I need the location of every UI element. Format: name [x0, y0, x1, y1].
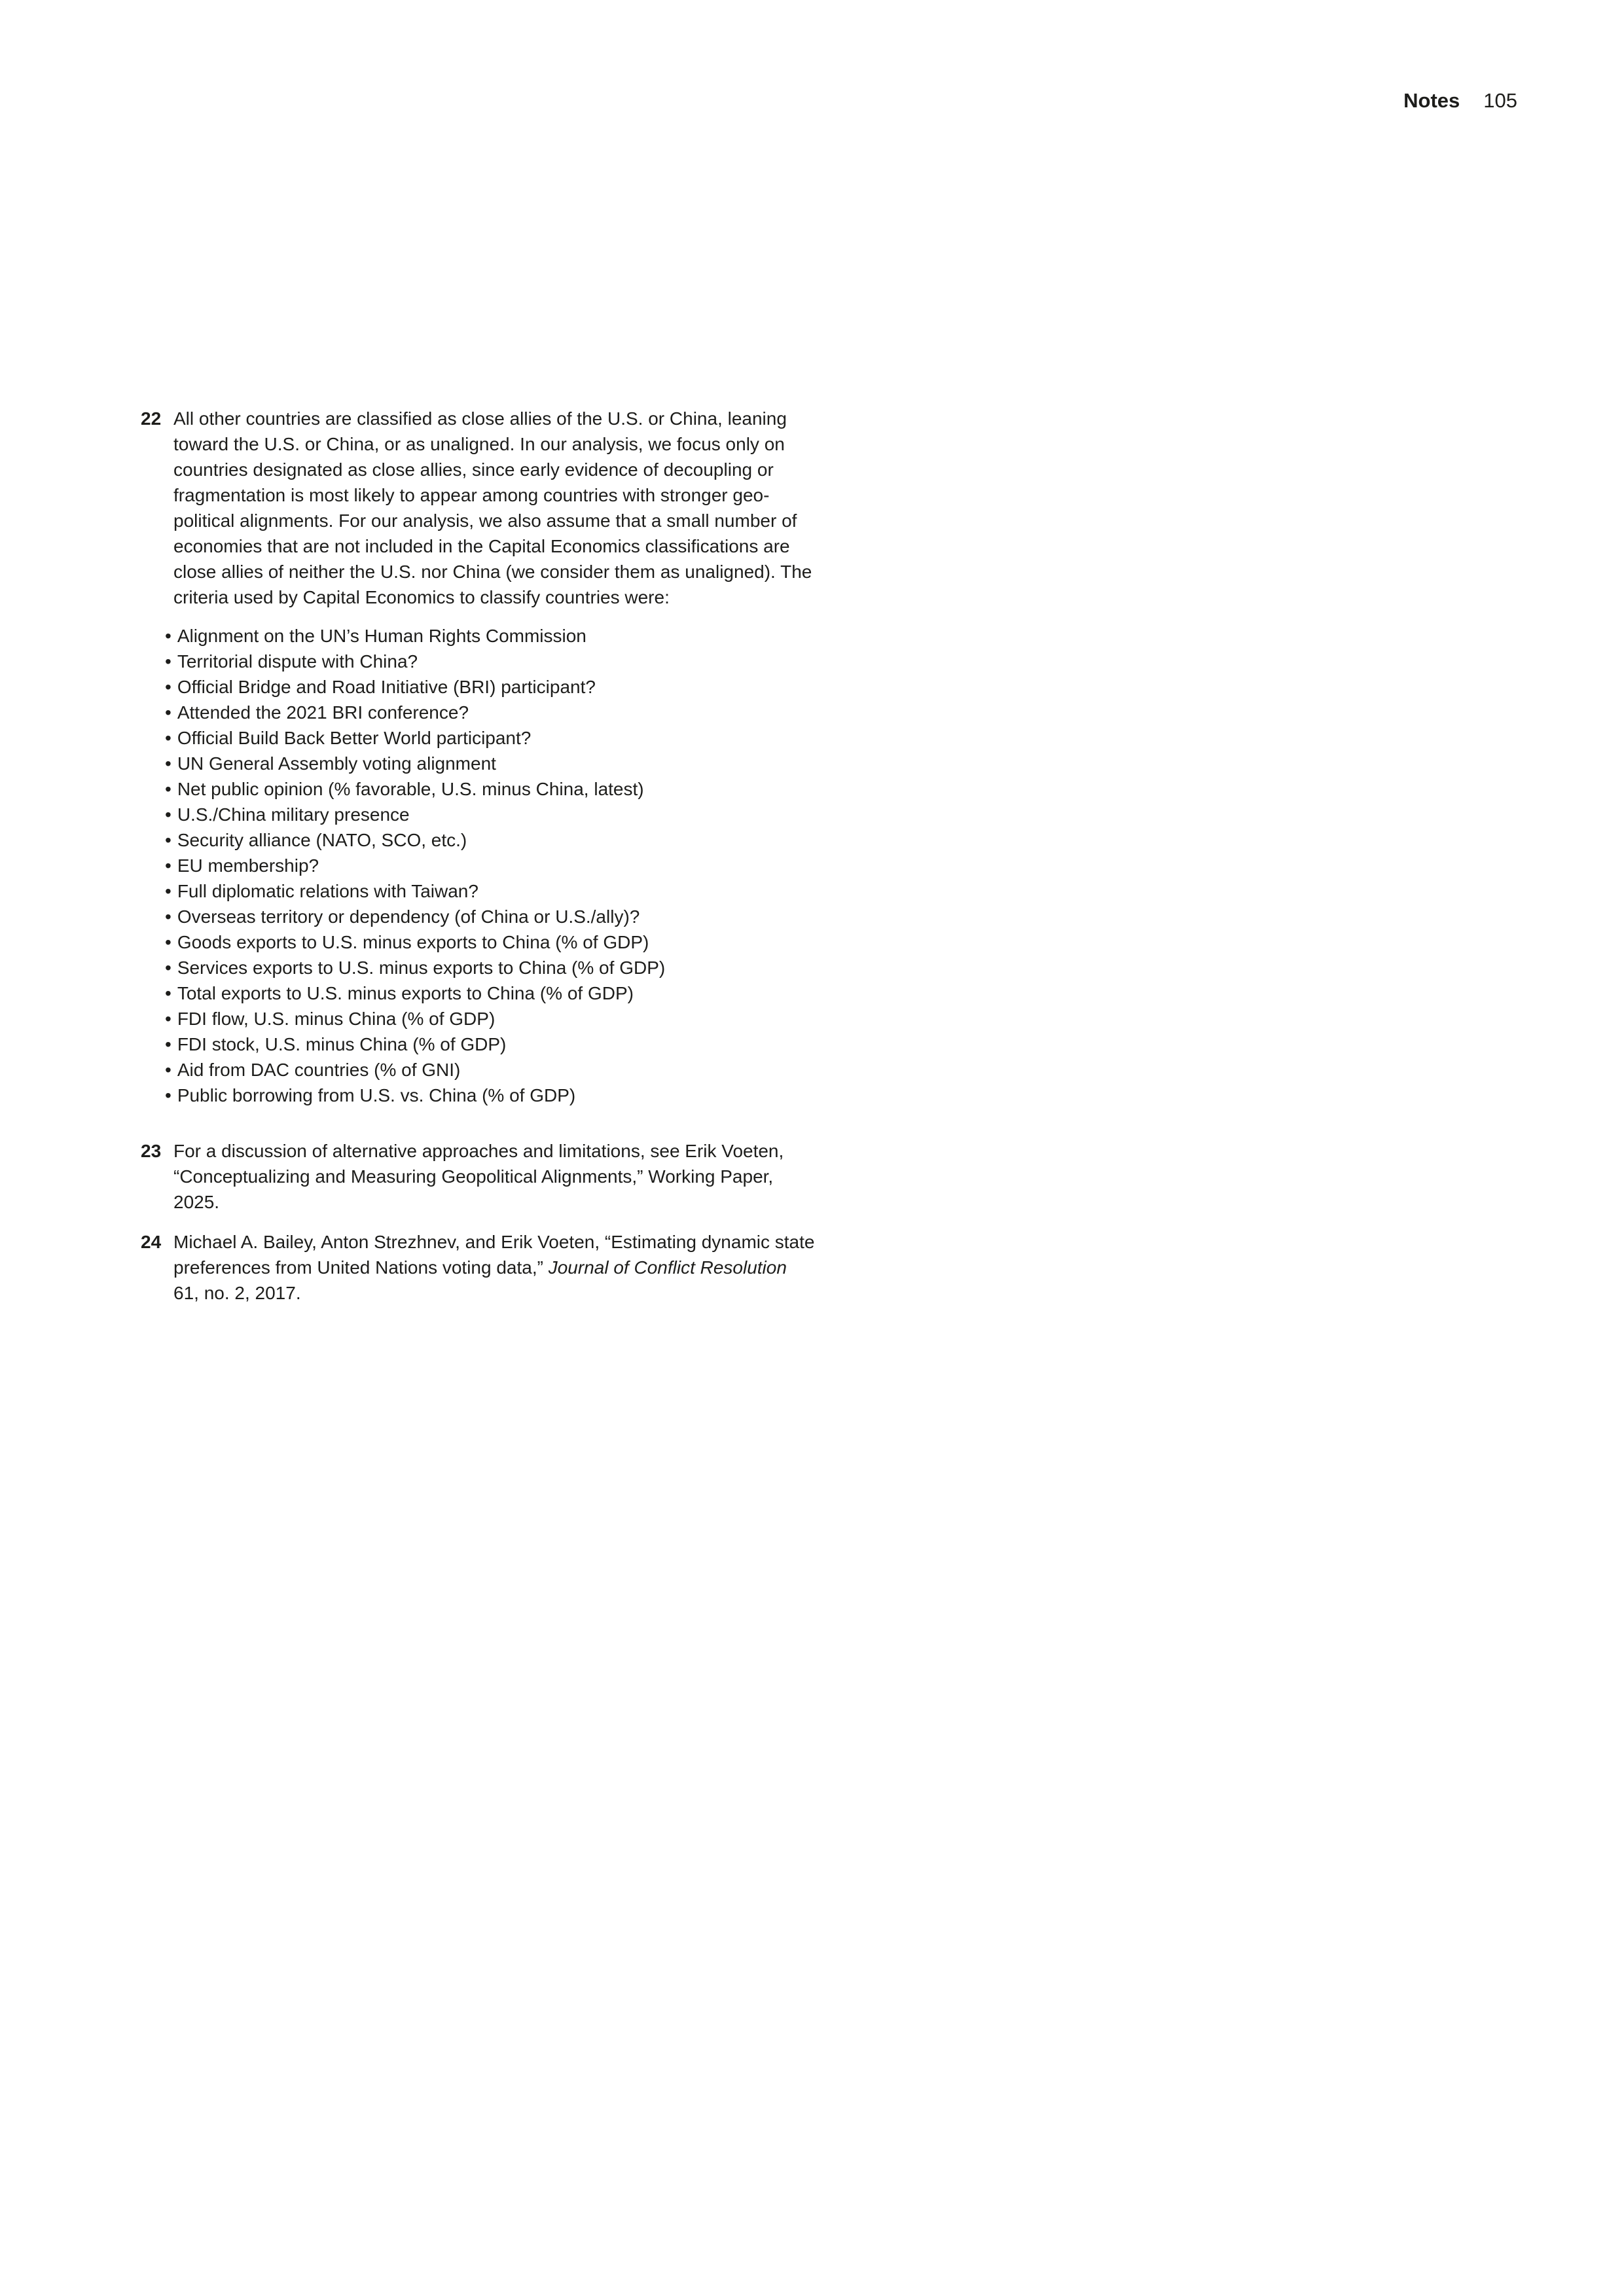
- section-label: Notes: [1403, 89, 1460, 112]
- criteria-item-text: Goods exports to U.S. minus exports to China (% of GDP): [177, 932, 649, 952]
- note-23-body: [173, 1138, 1057, 1215]
- bullet-icon: •: [165, 983, 171, 1003]
- bullet-icon: •: [165, 830, 171, 850]
- criteria-item-text: Public borrowing from U.S. vs. China (% of GDP): [177, 1085, 576, 1105]
- criteria-item: [165, 751, 1057, 776]
- note-23-line: For a discussion of alternative approaches and limitations, see Erik Voeten,: [173, 1141, 784, 1161]
- note-24-line: 61, no. 2, 2017.: [173, 1283, 301, 1303]
- criteria-item-text: Aid from DAC countries (% of GNI): [177, 1060, 461, 1080]
- note-22-number: 22: [141, 408, 162, 429]
- criteria-item-text: Official Bridge and Road Initiative (BRI) participant?: [177, 677, 596, 697]
- note-22-body: [165, 406, 1057, 1108]
- criteria-item: [165, 802, 1057, 827]
- criteria-item-text: Total exports to U.S. minus exports to China (% of GDP): [177, 983, 634, 1003]
- criteria-item-text: FDI flow, U.S. minus China (% of GDP): [177, 1009, 496, 1029]
- criteria-item: [165, 700, 1057, 725]
- bullet-icon: •: [165, 1085, 171, 1105]
- criteria-item: [165, 904, 1057, 929]
- notes-list: [141, 406, 1057, 1306]
- criteria-item: [165, 623, 1057, 649]
- criteria-item-text: FDI stock, U.S. minus China (% of GDP): [177, 1034, 507, 1054]
- criteria-item-text: Services exports to U.S. minus exports to China (% of GDP): [177, 958, 666, 978]
- criteria-item-text: Attended the 2021 BRI conference?: [177, 702, 469, 723]
- bullet-icon: •: [165, 804, 171, 825]
- bullet-icon: •: [165, 779, 171, 799]
- criteria-item-text: Territorial dispute with China?: [177, 651, 418, 672]
- note-24-line: Michael A. Bailey, Anton Strezhnev, and Erik Voeten, “Estimating dynamic state: [173, 1232, 815, 1252]
- note-22-line: political alignments. For our analysis, we also assume that a small number of: [173, 511, 797, 531]
- bullet-icon: •: [165, 626, 171, 646]
- bullet-icon: •: [165, 958, 171, 978]
- criteria-item-text: Net public opinion (% favorable, U.S. minus China, latest): [177, 779, 644, 799]
- criteria-item: [165, 1006, 1057, 1031]
- criteria-item: [165, 853, 1057, 878]
- criteria-item-text: Alignment on the UN’s Human Rights Commission: [177, 626, 586, 646]
- criteria-item-text: Official Build Back Better World participant?: [177, 728, 532, 748]
- note-22: [141, 406, 1057, 1108]
- note-24-line2-regular: preferences from United Nations voting data,”: [173, 1257, 549, 1278]
- note-24-body: [173, 1229, 1057, 1306]
- criteria-item-text: EU membership?: [177, 855, 319, 876]
- bullet-icon: •: [165, 728, 171, 748]
- criteria-item: [165, 776, 1057, 802]
- bullet-icon: •: [165, 1034, 171, 1054]
- bullet-icon: •: [165, 906, 171, 927]
- note-22-line: fragmentation is most likely to appear among countries with stronger geo-: [173, 485, 770, 505]
- bullet-icon: •: [165, 1060, 171, 1080]
- note-24-line: [173, 1255, 1057, 1280]
- criteria-item: [165, 1031, 1057, 1057]
- criteria-item-text: Overseas territory or dependency (of China or U.S./ally)?: [177, 906, 640, 927]
- criteria-item: [165, 929, 1057, 955]
- page-header: [1403, 90, 1517, 111]
- criteria-item: [165, 1083, 1057, 1108]
- bullet-icon: •: [165, 855, 171, 876]
- criteria-item-text: UN General Assembly voting alignment: [177, 753, 496, 774]
- bullet-icon: •: [165, 881, 171, 901]
- note-23: [141, 1138, 1057, 1215]
- page-number: 105: [1483, 89, 1517, 112]
- criteria-item: [165, 980, 1057, 1006]
- criteria-item-text: Security alliance (NATO, SCO, etc.): [177, 830, 467, 850]
- bullet-icon: •: [165, 1009, 171, 1029]
- criteria-item: [165, 1057, 1057, 1083]
- criteria-item: [165, 725, 1057, 751]
- criteria-list: [165, 623, 1057, 1108]
- criteria-item-text: U.S./China military presence: [177, 804, 410, 825]
- criteria-item-text: Full diplomatic relations with Taiwan?: [177, 881, 478, 901]
- note-23-line: 2025.: [173, 1192, 220, 1212]
- note-23-number: 23: [141, 1141, 162, 1161]
- note-22-line: economies that are not included in the Capital Economics classifications are: [173, 536, 790, 556]
- note-23-line: “Conceptualizing and Measuring Geopolitical Alignments,” Working Paper,: [173, 1166, 774, 1187]
- criteria-item: [165, 649, 1057, 674]
- criteria-item: [165, 674, 1057, 700]
- note-22-line: criteria used by Capital Economics to classify countries were:: [173, 587, 670, 607]
- journal-title: Journal of Conflict Resolution: [548, 1257, 787, 1278]
- criteria-item: [165, 878, 1057, 904]
- bullet-icon: •: [165, 702, 171, 723]
- note-22-line: close allies of neither the U.S. nor China (we consider them as unaligned). The: [173, 562, 812, 582]
- bullet-icon: •: [165, 651, 171, 672]
- note-22-line: All other countries are classified as close allies of the U.S. or China, leaning: [173, 408, 787, 429]
- bullet-icon: •: [165, 753, 171, 774]
- note-22-line: countries designated as close allies, since early evidence of decoupling or: [173, 459, 774, 480]
- note-24: [141, 1229, 1057, 1306]
- bullet-icon: •: [165, 677, 171, 697]
- bullet-icon: •: [165, 932, 171, 952]
- note-24-number: 24: [141, 1232, 162, 1252]
- criteria-item: [165, 827, 1057, 853]
- note-22-line: toward the U.S. or China, or as unaligned. In our analysis, we focus only on: [173, 434, 785, 454]
- criteria-item: [165, 955, 1057, 980]
